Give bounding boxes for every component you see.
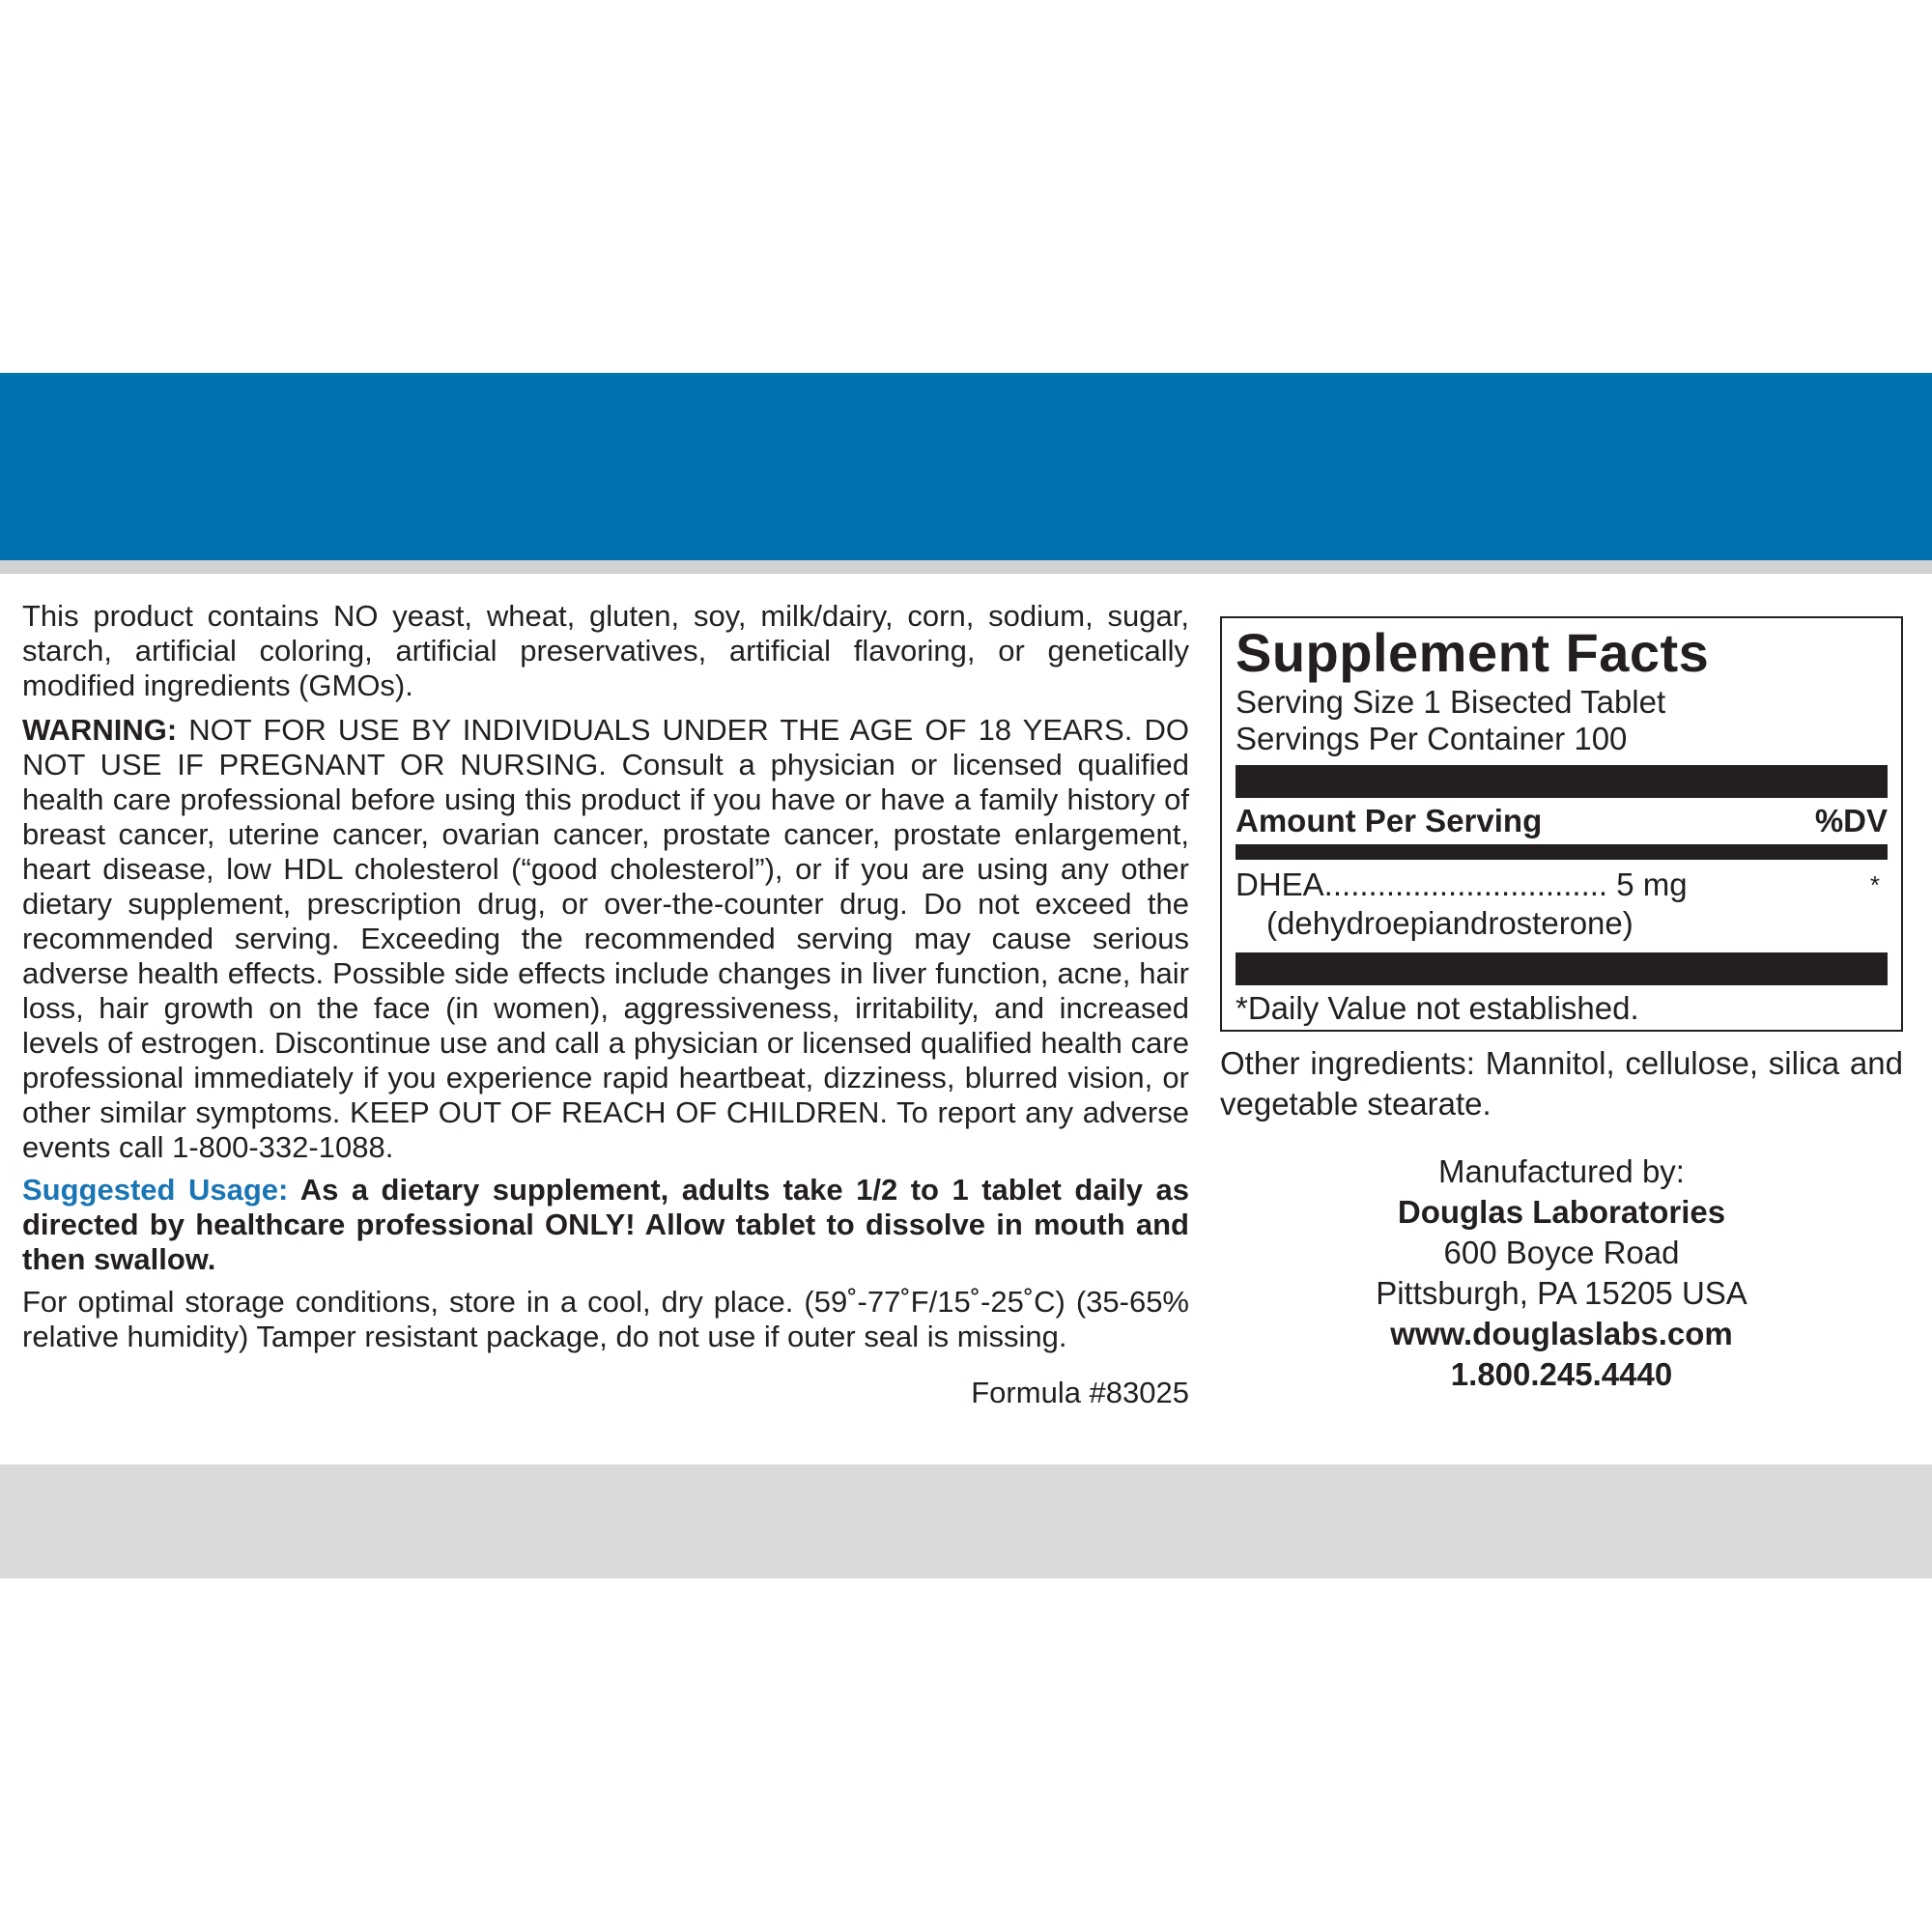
suggested-usage-label: Suggested Usage: bbox=[22, 1173, 289, 1207]
warning-paragraph bbox=[22, 713, 1189, 1165]
supplement-facts-title: Supplement Facts bbox=[1236, 622, 1710, 683]
facts-divider-thin bbox=[1236, 844, 1888, 860]
facts-divider-thick bbox=[1236, 765, 1888, 798]
servings-per-container: Servings Per Container 100 bbox=[1236, 721, 1628, 756]
suggested-usage-text: As a dietary supplement, adults take 1/2 to 1 tablet daily as directed by healthcare professional ONLY! Allow tablet to dissolve in mouth and then swallow. bbox=[22, 1173, 1189, 1276]
ingredient-row bbox=[1236, 866, 1888, 904]
ingredient-dv: * bbox=[1869, 870, 1880, 899]
manufacturer-city: Pittsburgh, PA 15205 USA bbox=[1376, 1275, 1747, 1311]
storage-statement: For optimal storage conditions, store in a cool, dry place. (59˚-77˚F/15˚-25˚C) (35-65% relative humidity) Tamper resistant package, do not use if outer seal is missing. bbox=[22, 1285, 1189, 1353]
daily-value-header: %DV bbox=[1814, 803, 1888, 838]
formula-number: Formula #83025 bbox=[971, 1376, 1189, 1409]
other-ingredients: Other ingredients: Mannitol, cellulose, silica and vegetable stearate. bbox=[1220, 1045, 1903, 1122]
facts-divider-thick-bottom bbox=[1236, 952, 1888, 985]
blue-header-band bbox=[0, 373, 1932, 560]
daily-value-footnote: *Daily Value not established. bbox=[1236, 990, 1639, 1026]
manufacturer-website: www.douglaslabs.com bbox=[1390, 1316, 1733, 1351]
suggested-usage-paragraph bbox=[22, 1173, 1189, 1277]
warning-label: WARNING: bbox=[22, 713, 178, 747]
serving-size: Serving Size 1 Bisected Tablet bbox=[1236, 684, 1666, 720]
manufacturer-street: 600 Boyce Road bbox=[1443, 1235, 1680, 1270]
grey-divider-stripe bbox=[0, 560, 1932, 574]
ingredient-subname: (dehydroepiandrosterone) bbox=[1266, 905, 1634, 941]
ingredient-amount: DHEA................................ 5 mg bbox=[1236, 867, 1688, 902]
amount-per-serving-header: Amount Per Serving bbox=[1236, 803, 1543, 838]
allergen-statement: This product contains NO yeast, wheat, gluten, soy, milk/dairy, corn, sodium, sugar, starch, artificial coloring, artificial preservatives, artificial flavoring, or genetically modified ingredients (GMOs). bbox=[22, 599, 1189, 702]
manufacturer-info bbox=[1220, 1151, 1903, 1395]
grey-footer-band bbox=[0, 1464, 1932, 1578]
label-left-column bbox=[22, 599, 1189, 1410]
supplement-facts-panel bbox=[1220, 616, 1903, 1032]
warning-text: NOT FOR USE BY INDIVIDUALS UNDER THE AGE OF 18 YEARS. DO NOT USE IF PREGNANT OR NURSING. Consult a physician or licensed qualified health care professional before using this product if you have or have a family history of breast cancer, uterine cancer, ovarian cancer, prostate cancer, prostate enlargement, heart disease, low HDL cholesterol (“good cholesterol”), or if you are using any other dietary supplement, prescription drug, or over-the-counter drug. Do not exceed the recommended serving. Exceeding the recommended serving may cause serious adverse health effects. Possible side effects include changes in liver function, acne, hair loss, hair growth on the face (in women), aggressiveness, irritability, and increased levels of estrogen. Discontinue use and call a physician or licensed qualified health care professional immediately if you experience rapid heartbeat, dizziness, blurred vision, or other similar symptoms. KEEP OUT OF REACH OF CHILDREN. To report any adverse events call 1-800-332-1088. bbox=[22, 713, 1189, 1164]
amount-header-row bbox=[1236, 798, 1888, 844]
manufactured-by-label: Manufactured by: bbox=[1438, 1153, 1685, 1189]
manufacturer-name: Douglas Laboratories bbox=[1397, 1194, 1726, 1230]
manufacturer-phone: 1.800.245.4440 bbox=[1450, 1356, 1673, 1392]
